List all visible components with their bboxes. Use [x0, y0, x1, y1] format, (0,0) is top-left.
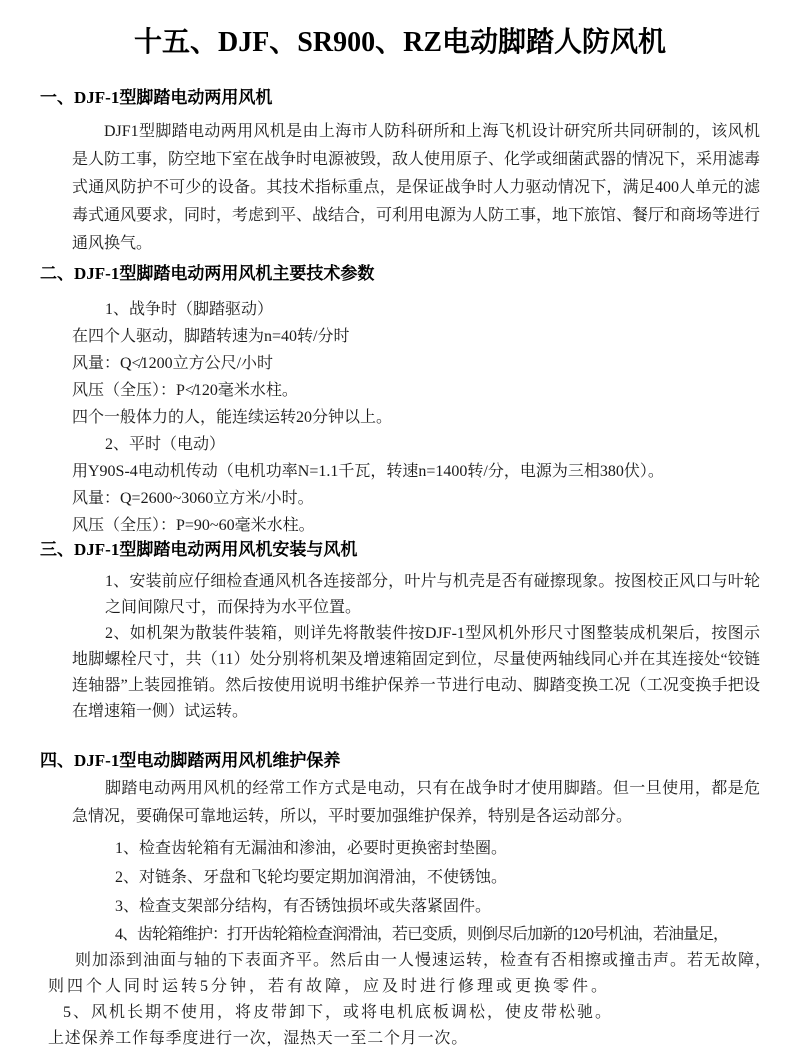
- section-fan-intro: [40, 86, 760, 258]
- peacetime-mode-label: 2、平时（电动）: [105, 436, 226, 453]
- section-maintenance: [40, 749, 773, 1052]
- peacetime-spec-line: 用Y90S-4电动机传动（电机功率N=1.1千瓦，转速n=1400转/分，电源为三相380伏）。: [72, 463, 664, 480]
- maintenance-item-4-line-2: 则加添到油面与轴的下表面齐平。然后由一人慢速运转，检查有否相擦或撞击声。若无故障，: [75, 952, 773, 969]
- maintenance-item-5: 5、风机长期不使用，将皮带卸下，或将电机底板调松，使皮带松驰。: [63, 1004, 614, 1021]
- section-technical-parameters: [40, 262, 760, 539]
- installation-step-1: 1、安装前应仔细检查通风机各连接部分，叶片与机壳是否有碰擦现象。按图校正风口与叶轮之间间隙尺寸，而保持为水平位置。: [105, 573, 760, 616]
- peacetime-spec-line: 风量：Q=2600~3060立方米/小时。: [72, 490, 314, 507]
- wartime-spec-line: 在四个人驱动，脚踏转速为n=40转/分时: [72, 328, 350, 345]
- section-2-heading: 二、DJF-1型脚踏电动两用风机主要技术参数: [40, 264, 375, 283]
- section-3-heading: 三、DJF-1型脚踏电动两用风机安装与风机: [40, 540, 358, 559]
- maintenance-item-4-line-1: 4、齿轮箱维护：打开齿轮箱检查润滑油，若已变质，则倒尽后加新的120号机油，若油量足，: [115, 926, 729, 943]
- maintenance-item-4-line-3: 则四个人同时运转5分钟，若有故障，应及时进行修理或更换零件。: [48, 978, 611, 995]
- section-installation: [40, 539, 760, 725]
- wartime-mode-label: 1、战争时（脚踏驱动）: [105, 301, 274, 318]
- maintenance-item-1: 1、检查齿轮箱有无漏油和渗油，必要时更换密封垫圈。: [115, 840, 508, 857]
- maintenance-item-2: 2、对链条、牙盘和飞轮均要定期加润滑油，不使锈蚀。: [115, 869, 508, 886]
- document-title: 十五、DJF、SR900、RZ电动脚踏人防风机: [133, 27, 666, 58]
- installation-step-2: 2、如机架为散装件装箱，则详先将散装件按DJF-1型风机外形尺寸图整装成机架后，按图示地脚螺栓尺寸，共（11）处分别将机架及增速箱固定到位，尽量使两轴线同心并在其连接处“铰链连轴器”上装园推销。然后按使用说明书维护保养一节进行电动、脚踏变换工况（工况变换手把设在增速箱一侧）试运转。: [72, 625, 760, 720]
- maintenance-closing-note: 上述保养工作每季度进行一次，湿热天一至二个月一次。: [48, 1030, 469, 1047]
- peacetime-spec-line: 风压（全压）：P=90~60毫米水柱。: [72, 517, 315, 534]
- section-1-paragraph: DJF1型脚踏电动两用风机是由上海市人防科研所和上海飞机设计研究所共同研制的，该风机是人防工事，防空地下室在战争时电源被毁，敌人使用原子、化学或细菌武器的情况下，采用滤毒式通风防护不可少的设备。其技术指标重点，是保证战争时人力驱动情况下，满足400人单元的滤毒式通风要求，同时，考虑到平、战结合，可利用电源为人防工事，地下旅馆、餐厅和商场等进行通风换气。: [72, 123, 761, 252]
- section-1-heading: 一、DJF-1型脚踏电动两用风机: [40, 88, 273, 107]
- maintenance-item-3: 3、检查支架部分结构，有否锈蚀损坏或失落紧固件。: [115, 898, 492, 915]
- section-4-heading: 四、DJF-1型电动脚踏两用风机维护保养: [40, 751, 341, 770]
- maintenance-item-list: [40, 835, 773, 1052]
- wartime-spec-line: 风量：Q≮1200立方公尺/小时: [72, 355, 274, 372]
- maintenance-intro-paragraph: 脚踏电动两用风机的经常工作方式是电动，只有在战争时才使用脚踏。但一旦使用，都是危急情况，要确保可靠地运转，所以，平时要加强维护保养，特别是各运动部分。: [72, 780, 760, 825]
- wartime-spec-line: 风压（全压）：P≮120毫米水柱。: [72, 382, 298, 399]
- wartime-spec-line: 四个一般体力的人，能连续运转20分钟以上。: [72, 409, 393, 426]
